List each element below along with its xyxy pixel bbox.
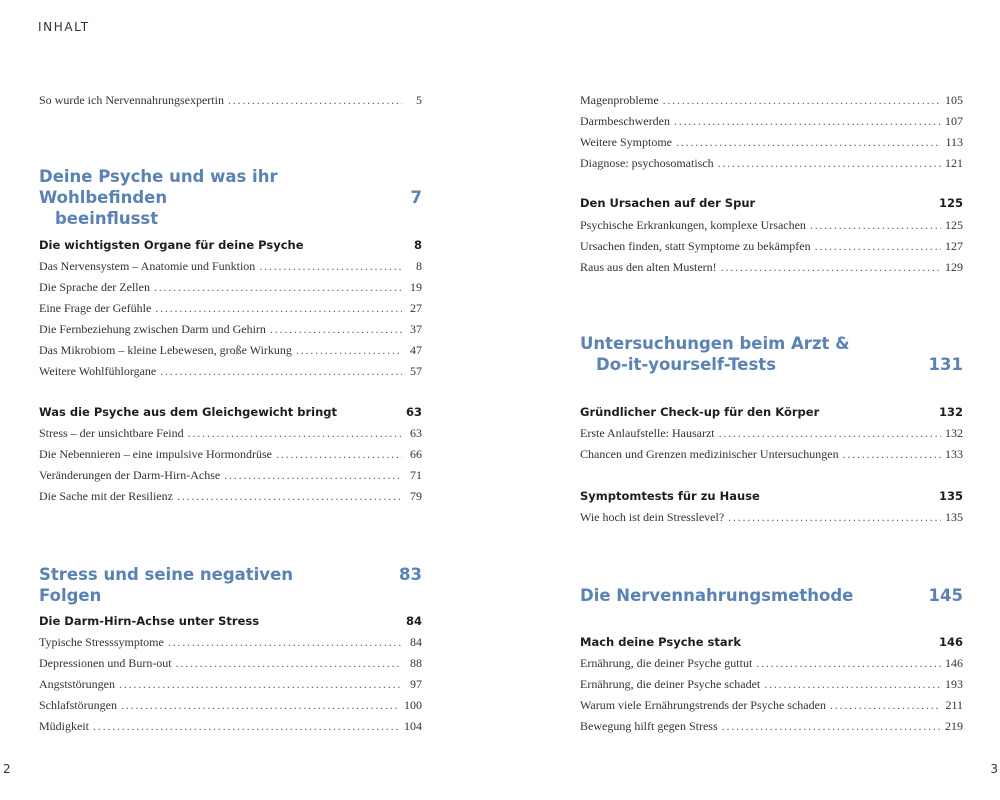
entry-page: 63: [410, 426, 422, 440]
section-page: 132: [938, 405, 963, 419]
chapter-title-line2: beeinflusst: [55, 209, 159, 228]
entry-title: Magenprobleme: [580, 93, 659, 107]
entry-page: 132: [945, 426, 963, 440]
toc-entry[interactable]: [39, 718, 422, 734]
toc-entry[interactable]: [39, 697, 422, 713]
toc-entry[interactable]: [39, 467, 422, 483]
leader-dots: [176, 655, 402, 671]
leader-dots: [719, 425, 941, 441]
entry-page: 57: [410, 364, 422, 378]
entry-page: 71: [410, 468, 422, 482]
entry-page: 97: [410, 677, 422, 691]
chapter-title-line2: Do-it-yourself-Tests: [596, 355, 777, 374]
leader-dots: [728, 509, 941, 525]
toc-entry[interactable]: [39, 363, 422, 379]
toc-entry[interactable]: [39, 446, 422, 462]
leader-dots: [815, 238, 941, 254]
leader-dots: [224, 467, 402, 483]
section-heading[interactable]: [39, 237, 422, 253]
toc-entry[interactable]: [580, 92, 963, 108]
toc-entry[interactable]: [580, 655, 963, 671]
chapter-page: 131: [928, 355, 963, 374]
section-page: 135: [938, 489, 963, 503]
entry-title: Weitere Symptome: [580, 135, 673, 149]
section-title: Was die Psyche aus dem Gleichgewicht bringt: [39, 405, 338, 419]
leader-dots: [188, 425, 402, 441]
section-heading[interactable]: [39, 613, 422, 629]
entry-title: Darmbeschwerden: [580, 114, 670, 128]
toc-entry[interactable]: [580, 697, 963, 713]
leader-dots: [119, 676, 402, 692]
entry-title: Ernährung, die deiner Psyche schadet: [580, 677, 761, 691]
leader-dots: [764, 676, 941, 692]
section-title: Die Darm-Hirn-Achse unter Stress: [39, 614, 260, 628]
entry-title: Stress – der unsichtbare Feind: [39, 426, 184, 440]
entry-title: Die Nebennieren – eine impulsive Hormondrüse: [39, 447, 272, 461]
entry-page: 135: [945, 510, 963, 524]
entry-title: Angststörungen: [39, 677, 115, 691]
toc-entry[interactable]: [39, 655, 422, 671]
leader-dots: [276, 446, 402, 462]
leader-dots: [168, 634, 402, 650]
toc-entry[interactable]: [580, 155, 963, 171]
entry-page: 105: [945, 93, 963, 107]
toc-entry[interactable]: [39, 92, 422, 108]
section-heading[interactable]: [580, 195, 963, 211]
entry-title: Die Sprache der Zellen: [39, 280, 150, 294]
entry-title: Psychische Erkrankungen, komplexe Ursachen: [580, 218, 806, 232]
leader-dots: [154, 279, 402, 295]
toc-entry[interactable]: [39, 634, 422, 650]
entry-title: Eine Frage der Gefühle: [39, 301, 152, 315]
entry-title: Ernährung, die deiner Psyche guttut: [580, 656, 753, 670]
chapter-title: Stress und seine negativen Folgen: [39, 565, 294, 605]
entry-title: Die Fernbeziehung zwischen Darm und Gehirn: [39, 322, 266, 336]
entry-page: 66: [410, 447, 422, 461]
entry-page: 133: [945, 447, 963, 461]
entry-title: Schlafstörungen: [39, 698, 117, 712]
section-heading[interactable]: [580, 404, 963, 420]
entry-title: Das Mikrobiom – kleine Lebewesen, große Wirkung: [39, 343, 292, 357]
left-page: [39, 0, 422, 800]
entry-title: Ursachen finden, statt Symptome zu bekämpfen: [580, 239, 811, 253]
section-title: Den Ursachen auf der Spur: [580, 196, 756, 210]
toc-entry[interactable]: [580, 718, 963, 734]
toc-entry[interactable]: [39, 300, 422, 316]
toc-entry[interactable]: [39, 342, 422, 358]
entry-page: 19: [410, 280, 422, 294]
leader-dots: [259, 258, 402, 274]
toc-entry[interactable]: [39, 279, 422, 295]
section-page: 63: [405, 405, 422, 419]
entry-page: 27: [410, 301, 422, 315]
toc-entry[interactable]: [580, 113, 963, 129]
toc-header: INHALT: [38, 20, 90, 34]
toc-entry[interactable]: [580, 446, 963, 462]
entry-title: Bewegung hilft gegen Stress: [580, 719, 718, 733]
entry-title: Typische Stresssymptome: [39, 635, 164, 649]
entry-page: 5: [416, 93, 422, 107]
entry-page: 100: [404, 698, 422, 712]
entry-title: Warum viele Ernährungstrends der Psyche schaden: [580, 698, 826, 712]
leader-dots: [810, 217, 941, 233]
section-page: 125: [938, 196, 963, 210]
toc-entry[interactable]: [580, 217, 963, 233]
section-title: Mach deine Psyche stark: [580, 635, 741, 649]
leader-dots: [718, 155, 941, 171]
leader-dots: [228, 92, 402, 108]
toc-entry[interactable]: [580, 134, 963, 150]
section-title: Die wichtigsten Organe für deine Psyche: [39, 238, 304, 252]
section-heading[interactable]: [580, 634, 963, 650]
leader-dots: [721, 259, 941, 275]
toc-entry[interactable]: [39, 258, 422, 274]
right-page: [580, 0, 963, 800]
entry-page: 219: [945, 719, 963, 733]
leader-dots: [756, 655, 941, 671]
toc-entry[interactable]: [39, 321, 422, 337]
toc-entry[interactable]: [580, 509, 963, 525]
entry-page: 193: [945, 677, 963, 691]
section-title: Gründlicher Check-up für den Körper: [580, 405, 820, 419]
entry-page: 79: [410, 489, 422, 503]
leader-dots: [296, 342, 402, 358]
chapter-page: 145: [928, 586, 963, 605]
section-page: 84: [405, 614, 422, 628]
chapter-page: 7: [410, 188, 422, 207]
chapter-title-line1: Untersuchungen beim Arzt &: [580, 334, 850, 353]
entry-title: Depressionen und Burn-out: [39, 656, 172, 670]
chapter-title-line1: Deine Psyche und was ihr Wohlbefinden: [39, 167, 278, 207]
leader-dots: [93, 718, 400, 734]
leader-dots: [722, 718, 941, 734]
entry-page: 125: [945, 218, 963, 232]
entry-page: 104: [404, 719, 422, 733]
entry-page: 121: [945, 156, 963, 170]
entry-page: 84: [410, 635, 422, 649]
toc-entry[interactable]: [39, 676, 422, 692]
toc-entry[interactable]: [580, 238, 963, 254]
toc-entry[interactable]: [39, 425, 422, 441]
entry-title: Wie hoch ist dein Stresslevel?: [580, 510, 725, 524]
entry-page: 146: [945, 656, 963, 670]
section-heading[interactable]: [39, 404, 422, 420]
entry-title: Veränderungen der Darm-Hirn-Achse: [39, 468, 221, 482]
entry-page: 8: [416, 259, 422, 273]
entry-page: 211: [945, 698, 963, 712]
entry-title: Die Sache mit der Resilienz: [39, 489, 173, 503]
leader-dots: [843, 446, 941, 462]
entry-title: Das Nervensystem – Anatomie und Funktion: [39, 259, 256, 273]
page-number-left: 2: [3, 762, 11, 776]
page-number-right: 3: [990, 762, 998, 776]
leader-dots: [121, 697, 400, 713]
leader-dots: [155, 300, 402, 316]
chapter-page: 83: [399, 565, 422, 584]
leader-dots: [270, 321, 402, 337]
leader-dots: [676, 134, 941, 150]
entry-page: 129: [945, 260, 963, 274]
toc-entry[interactable]: [580, 259, 963, 275]
entry-title: Diagnose: psychosomatisch: [580, 156, 714, 170]
entry-page: 47: [410, 343, 422, 357]
entry-title: Müdigkeit: [39, 719, 89, 733]
entry-page: 113: [945, 135, 963, 149]
entry-title: Erste Anlaufstelle: Hausarzt: [580, 426, 715, 440]
leader-dots: [663, 92, 941, 108]
entry-title: So wurde ich Nervennahrungsexpertin: [39, 93, 224, 107]
toc-entry[interactable]: [580, 425, 963, 441]
entry-page: 37: [410, 322, 422, 336]
toc-entry[interactable]: [580, 676, 963, 692]
entry-page: 127: [945, 239, 963, 253]
entry-page: 107: [945, 114, 963, 128]
section-page: 146: [938, 635, 963, 649]
entry-title: Weitere Wohlfühlorgane: [39, 364, 157, 378]
toc-entry[interactable]: [39, 488, 422, 504]
leader-dots: [160, 363, 402, 379]
leader-dots: [674, 113, 941, 129]
entry-page: 88: [410, 656, 422, 670]
entry-title: Chancen und Grenzen medizinischer Untersuchungen: [580, 447, 839, 461]
section-page: 8: [413, 238, 422, 252]
section-title: Symptomtests für zu Hause: [580, 489, 760, 503]
leader-dots: [177, 488, 402, 504]
section-heading[interactable]: [580, 488, 963, 504]
entry-title: Raus aus den alten Mustern!: [580, 260, 717, 274]
chapter-title: Die Nervennahrungsmethode: [580, 586, 854, 605]
leader-dots: [830, 697, 941, 713]
